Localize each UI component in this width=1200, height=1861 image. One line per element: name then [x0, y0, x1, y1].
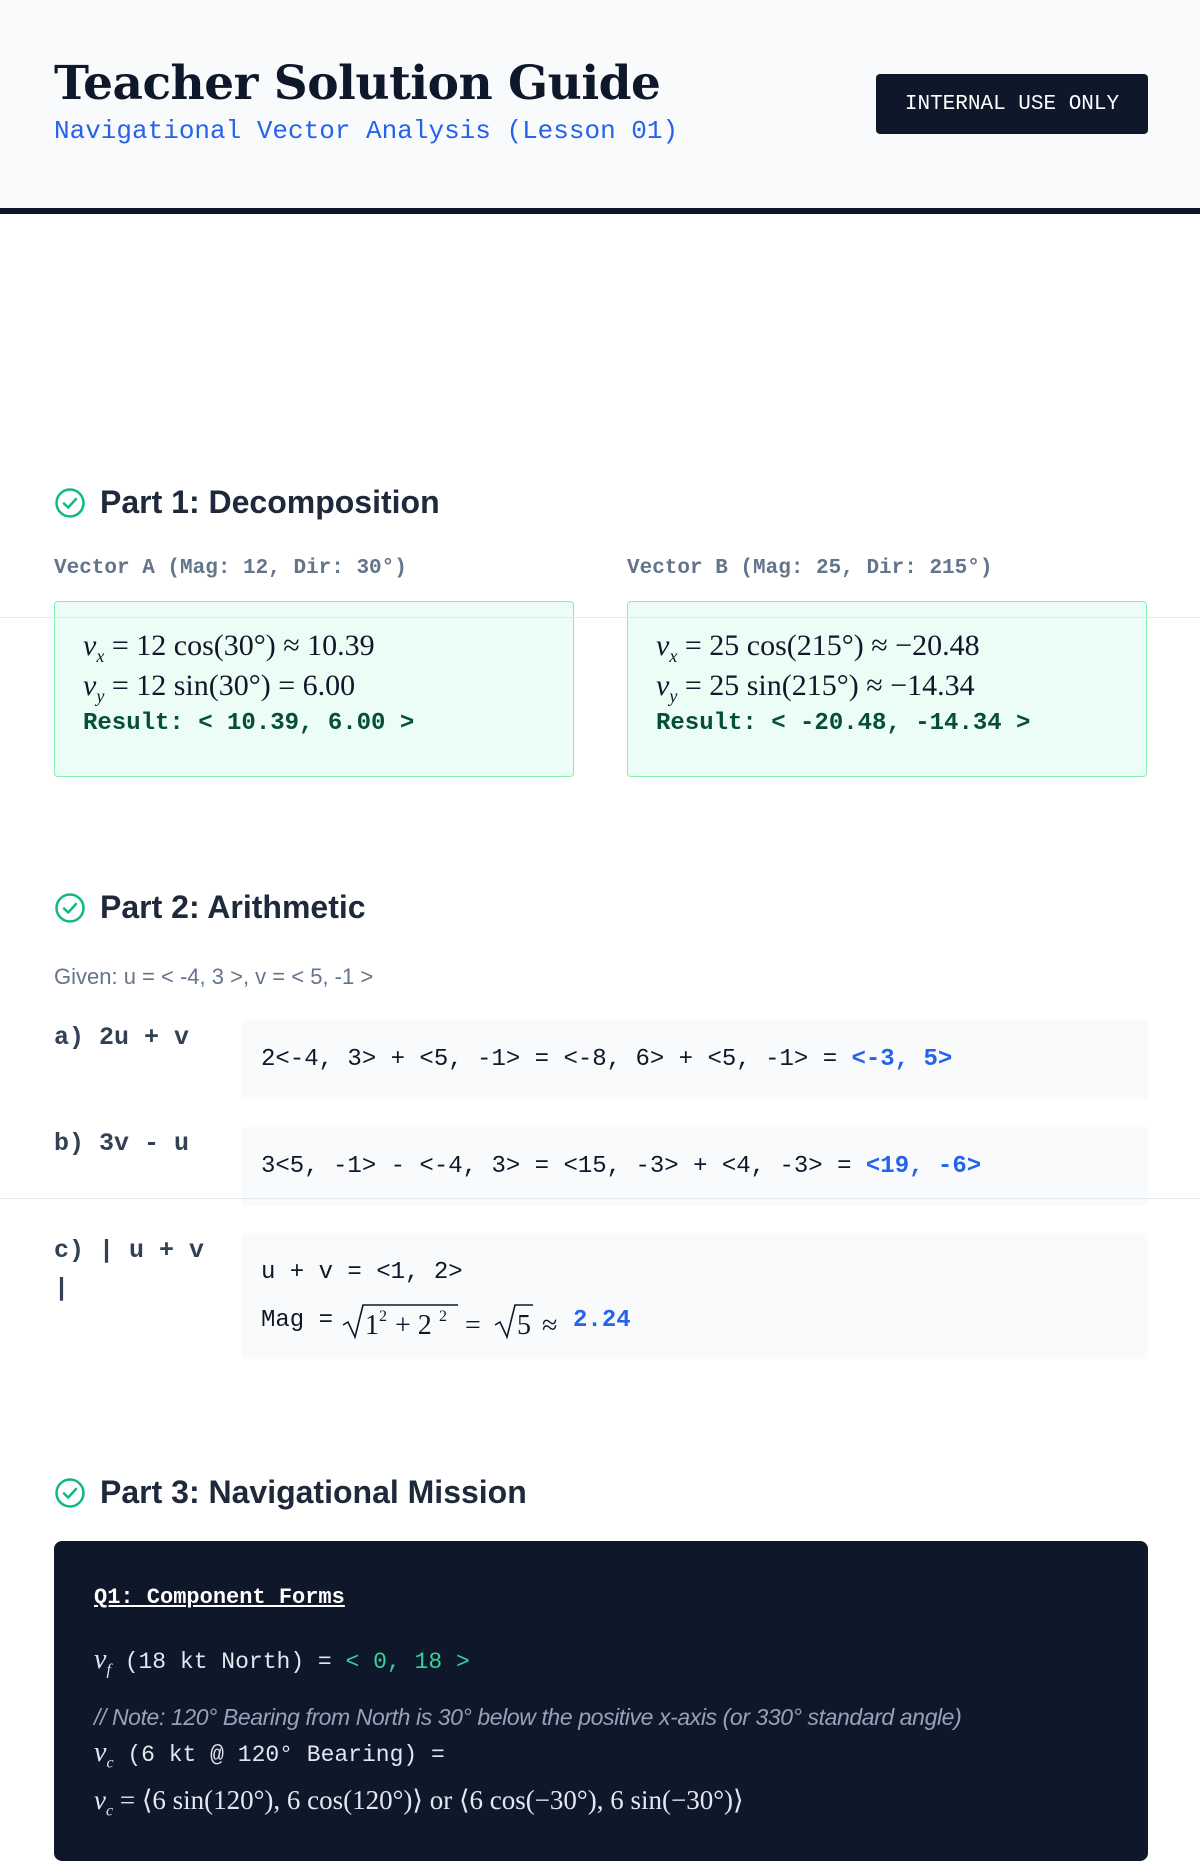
vector-a-label: Vector A (Mag: 12, Dir: 30°) — [54, 557, 407, 580]
problem-c-magnitude: Mag = 1 2 + 2 2 = 5 ≈ 2.24 — [261, 1299, 1128, 1343]
section-divider — [0, 1198, 1200, 1199]
problem-c-answer: 2.24 — [573, 1307, 631, 1334]
vector-b-card — [627, 601, 1147, 777]
part1-title: Part 1: Decomposition — [100, 484, 440, 520]
vector-b-label: Vector B (Mag: 25, Dir: 215°) — [627, 557, 993, 580]
problem-a-work: 2<-4, 3> + <5, -1> = <-8, 6> + <5, -1> = <-3, 5> — [241, 1020, 1148, 1099]
given-statement: Given: u = < -4, 3 >, v = < 5, -1 > — [54, 964, 374, 989]
svg-text:+ 2: + 2 — [395, 1310, 432, 1341]
part2-title: Part 2: Arithmetic — [100, 889, 366, 925]
vector-b-result: Result: < -20.48, -14.34 > — [656, 710, 1031, 737]
part1-heading — [54, 484, 440, 521]
check-circle-icon — [54, 892, 86, 924]
problem-c-label: c) | u + v | — [54, 1236, 205, 1303]
part3-heading — [54, 1474, 527, 1511]
page-header — [0, 0, 1200, 214]
problem-b-label: b) 3v - u — [54, 1129, 190, 1158]
vf-answer: < 0, 18 > — [345, 1649, 470, 1675]
internal-use-badge: INTERNAL USE ONLY — [876, 74, 1148, 134]
vector-b-vx: $v_x = 25$ cos(215°) ≈ −20.48 — [656, 629, 980, 666]
vector-b-vy: $v_y = 25$ sin(215°) ≈ −14.34 — [656, 669, 975, 706]
svg-text:≈: ≈ — [542, 1310, 558, 1341]
svg-text:=: = — [465, 1310, 481, 1341]
problem-b-work: 3<5, -1> - <-4, 3> = <15, -3> + <4, -3> = <19, -6> — [241, 1127, 1148, 1206]
svg-text:2: 2 — [379, 1308, 388, 1325]
vc-line: $v_c$ (6 kt @ 120° Bearing) = — [94, 1737, 445, 1772]
vector-a-vy: $v_y = 12$ sin(30°) = 6.00 — [83, 669, 356, 706]
bearing-note: // Note: 120° Bearing from North is 30° below the positive x-axis (or 330° standard angle) — [94, 1704, 962, 1730]
svg-text:5: 5 — [517, 1310, 532, 1341]
part3-title: Part 3: Navigational Mission — [100, 1474, 527, 1510]
vc-math: $v_c$ = ⟨6 sin(120°), 6 cos(120°)⟩ or ⟨6 cos(−30°), 6 sin(−30°)⟩ — [94, 1785, 744, 1820]
problem-a-answer: <-3, 5> — [851, 1046, 953, 1073]
section-divider — [0, 617, 1200, 618]
problem-c-sum: u + v = <1, 2> — [261, 1259, 463, 1286]
page-title: Teacher Solution Guide — [54, 56, 661, 111]
svg-text:1: 1 — [365, 1310, 380, 1341]
vector-a-vx: $v_x = 12$ cos(30°) ≈ 10.39 — [83, 629, 375, 666]
vector-a-result: Result: < 10.39, 6.00 > — [83, 710, 415, 737]
q1-heading: Q1: Component Forms — [94, 1585, 345, 1610]
problem-c-work — [241, 1233, 1148, 1359]
problem-b-answer: <19, -6> — [865, 1153, 982, 1180]
check-circle-icon — [54, 1477, 86, 1509]
problem-a-label: a) 2u + v — [54, 1023, 190, 1052]
svg-text:2: 2 — [439, 1308, 448, 1325]
check-circle-icon — [54, 487, 86, 519]
mission-panel — [54, 1541, 1148, 1861]
vf-line: $v_f$ (18 kt North) = < 0, 18 > — [94, 1644, 470, 1679]
part2-heading — [54, 889, 366, 926]
vector-a-card — [54, 601, 574, 777]
page-subtitle: Navigational Vector Analysis (Lesson 01) — [54, 116, 679, 146]
